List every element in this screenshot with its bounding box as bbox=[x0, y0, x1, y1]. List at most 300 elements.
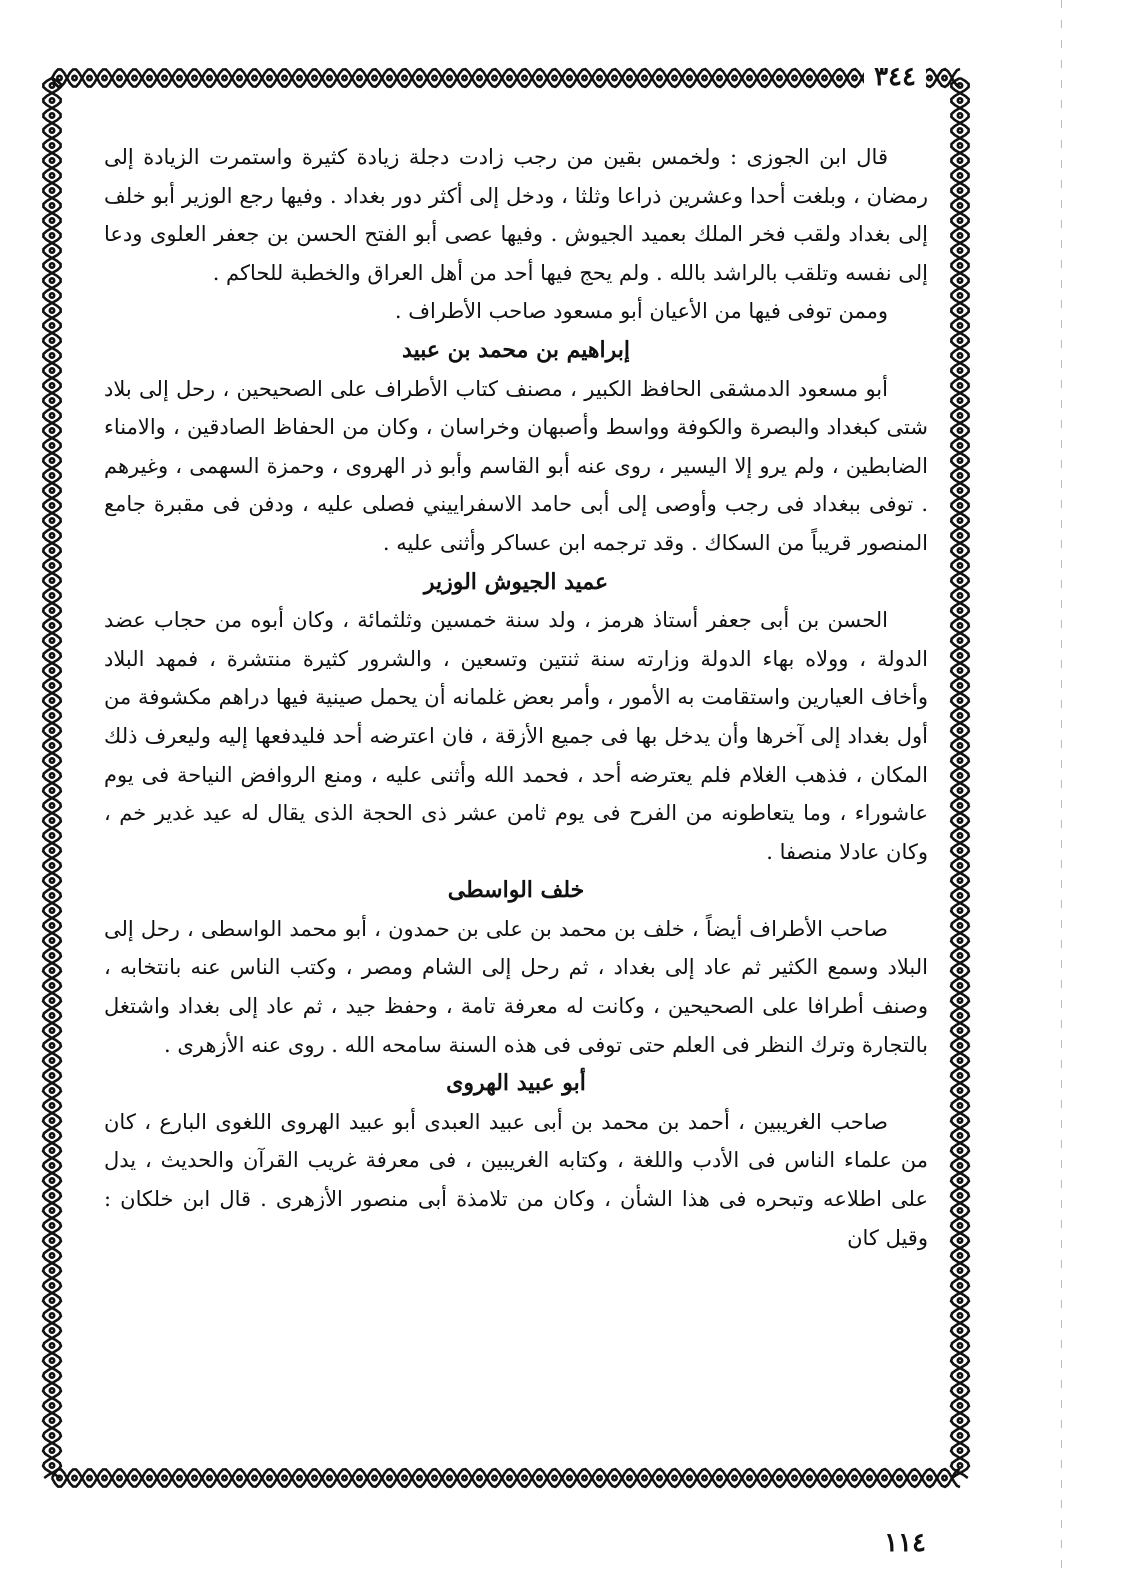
border-left-knot bbox=[50, 653, 54, 657]
border-left-knot bbox=[50, 683, 54, 687]
border-left-knot bbox=[50, 473, 54, 477]
border-right-knot bbox=[958, 1328, 962, 1332]
border-left-knot bbox=[50, 1118, 54, 1122]
border-right-knot bbox=[958, 1178, 962, 1182]
border-left-knot bbox=[50, 983, 54, 987]
border-bottom-knot bbox=[147, 1476, 151, 1480]
border-right-knot bbox=[958, 158, 962, 162]
border-right-knot bbox=[958, 1163, 962, 1167]
border-left-knot bbox=[50, 1148, 54, 1152]
section-heading: عميد الجيوش الوزير bbox=[423, 568, 609, 595]
border-bottom-knot bbox=[732, 1476, 736, 1480]
border-top-knot bbox=[687, 76, 691, 80]
border-left-knot bbox=[50, 1433, 54, 1437]
border-left-knot bbox=[50, 848, 54, 852]
border-left-knot bbox=[50, 818, 54, 822]
border-left-knot bbox=[50, 638, 54, 642]
border-right-knot bbox=[958, 593, 962, 597]
border-top-knot bbox=[297, 76, 301, 80]
border-top-knot bbox=[672, 76, 676, 80]
border-top-knot bbox=[402, 76, 406, 80]
border-bottom-knot bbox=[192, 1476, 196, 1480]
border-left-knot bbox=[50, 1328, 54, 1332]
border-bottom-knot bbox=[612, 1476, 616, 1480]
border-right-knot bbox=[958, 1358, 962, 1362]
border-left-knot bbox=[50, 968, 54, 972]
border-bottom-knot bbox=[417, 1476, 421, 1480]
border-top-knot bbox=[252, 76, 256, 80]
border-left-knot bbox=[50, 128, 54, 132]
border-top-knot bbox=[777, 76, 781, 80]
border-bottom-knot bbox=[672, 1476, 676, 1480]
border-right-knot bbox=[958, 1223, 962, 1227]
border-left-knot bbox=[50, 83, 54, 87]
border-right-knot bbox=[958, 878, 962, 882]
border-right-knot bbox=[958, 1238, 962, 1242]
border-top-knot bbox=[702, 76, 706, 80]
border-left-knot bbox=[50, 1193, 54, 1197]
border-left-knot bbox=[50, 338, 54, 342]
border-bottom-knot bbox=[552, 1476, 556, 1480]
border-top-knot bbox=[612, 76, 616, 80]
border-left-knot bbox=[50, 608, 54, 612]
page-number-top: ٣٤٤ bbox=[864, 60, 926, 94]
border-bottom-knot bbox=[222, 1476, 226, 1480]
border-left-knot bbox=[50, 413, 54, 417]
border-right-knot bbox=[958, 1118, 962, 1122]
border-top-knot bbox=[477, 76, 481, 80]
border-right-knot bbox=[958, 458, 962, 462]
border-right-knot bbox=[958, 773, 962, 777]
border-left-knot bbox=[50, 1418, 54, 1422]
border-left-knot bbox=[50, 1103, 54, 1107]
border-right-knot bbox=[958, 923, 962, 927]
border-left-knot bbox=[50, 323, 54, 327]
border-top-knot bbox=[102, 76, 106, 80]
border-left-knot bbox=[50, 1043, 54, 1047]
border-top-knot bbox=[597, 76, 601, 80]
border-bottom-knot bbox=[327, 1476, 331, 1480]
border-bottom-knot bbox=[537, 1476, 541, 1480]
border-left-knot bbox=[50, 908, 54, 912]
border-top-knot bbox=[177, 76, 181, 80]
border-right-knot bbox=[958, 803, 962, 807]
border-bottom-knot bbox=[462, 1476, 466, 1480]
border-top-knot bbox=[762, 76, 766, 80]
border-bottom-knot bbox=[267, 1476, 271, 1480]
border-left-knot bbox=[50, 1298, 54, 1302]
border-top-knot bbox=[282, 76, 286, 80]
border-top-knot bbox=[87, 76, 91, 80]
border-right-knot bbox=[958, 113, 962, 117]
border-right-knot bbox=[958, 503, 962, 507]
border-left-knot bbox=[50, 533, 54, 537]
border-bottom-knot bbox=[807, 1476, 811, 1480]
border-top-knot bbox=[132, 76, 136, 80]
border-right-knot bbox=[958, 233, 962, 237]
border-left-knot bbox=[50, 263, 54, 267]
border-right-knot bbox=[958, 578, 962, 582]
scan-margin-line bbox=[1061, 0, 1062, 1572]
border-bottom-knot bbox=[747, 1476, 751, 1480]
border-bottom-knot bbox=[942, 1476, 946, 1480]
border-right-knot bbox=[958, 1373, 962, 1377]
border-bottom-knot bbox=[282, 1476, 286, 1480]
border-left-knot bbox=[50, 1373, 54, 1377]
border-bottom-knot bbox=[627, 1476, 631, 1480]
border-bottom-knot bbox=[132, 1476, 136, 1480]
paragraph: قال ابن الجوزى : ولخمس بقين من رجب زادت دجلة زيادة كثيرة واستمرت الزيادة إلى رمضان ، وبلغت أحدا وعشرين ذراعا وثلثا ، ودخل إلى أكثر دور بغداد . وفيها رجع الوزير أبو خلف إلى بغداد ولقب فخر الملك بعميد الجيوش . وفيها عصى أبو الفتح الحسن بن جعفر العلوى ودعا إلى نفسه وتلقب بالراشد بالله . ولم يحج فيها أحد من أهل العراق والخطبة للحاكم . bbox=[104, 145, 928, 285]
border-left-knot bbox=[50, 1178, 54, 1182]
border-top-knot bbox=[792, 76, 796, 80]
border-top-knot bbox=[852, 76, 856, 80]
border-left-knot bbox=[50, 593, 54, 597]
border-right-knot bbox=[958, 1433, 962, 1437]
border-right-knot bbox=[958, 1043, 962, 1047]
border-right-knot bbox=[958, 488, 962, 492]
border-left-knot bbox=[50, 713, 54, 717]
border-left-knot bbox=[50, 248, 54, 252]
border-left-knot bbox=[50, 563, 54, 567]
border-bottom-knot bbox=[702, 1476, 706, 1480]
border-right-knot bbox=[958, 983, 962, 987]
border-right-knot bbox=[958, 263, 962, 267]
border-top-knot bbox=[657, 76, 661, 80]
border-top-knot bbox=[822, 76, 826, 80]
border-right-knot bbox=[958, 353, 962, 357]
border-right-knot bbox=[958, 1313, 962, 1317]
border-left-knot bbox=[50, 1238, 54, 1242]
border-left-knot bbox=[50, 878, 54, 882]
border-right-knot bbox=[958, 908, 962, 912]
border-right-knot bbox=[958, 1148, 962, 1152]
border-bottom-knot bbox=[597, 1476, 601, 1480]
border-bottom-knot bbox=[762, 1476, 766, 1480]
border-right-knot bbox=[958, 743, 962, 747]
border-left-knot bbox=[50, 758, 54, 762]
border-left-knot bbox=[50, 218, 54, 222]
border-top-knot bbox=[717, 76, 721, 80]
page-text-body bbox=[104, 138, 928, 1458]
border-left-knot bbox=[50, 863, 54, 867]
section-heading: أبو عبيد الهروى bbox=[446, 1070, 586, 1097]
border-bottom-knot bbox=[162, 1476, 166, 1480]
border-left-knot bbox=[50, 1388, 54, 1392]
border-right-knot bbox=[958, 788, 962, 792]
border-bottom-knot bbox=[297, 1476, 301, 1480]
border-top-knot bbox=[432, 76, 436, 80]
border-left-knot bbox=[50, 1208, 54, 1212]
border-left-knot bbox=[50, 1163, 54, 1167]
border-right-knot bbox=[958, 383, 962, 387]
border-left-knot bbox=[50, 368, 54, 372]
border-bottom-knot bbox=[777, 1476, 781, 1480]
border-right-knot bbox=[958, 173, 962, 177]
border-top-knot bbox=[207, 76, 211, 80]
border-right-knot bbox=[958, 1208, 962, 1212]
border-top-knot bbox=[417, 76, 421, 80]
border-left-knot bbox=[50, 428, 54, 432]
border-top-knot bbox=[117, 76, 121, 80]
border-left-knot bbox=[50, 443, 54, 447]
border-left-knot bbox=[50, 1028, 54, 1032]
section-heading: إبراهيم بن محمد بن عبيد bbox=[402, 336, 630, 363]
border-left-knot bbox=[50, 773, 54, 777]
paragraph: صاحب الغريبين ، أحمد بن محمد بن أبى عبيد العبدى أبو عبيد الهروى اللغوى البارع ، كان من علماء الناس فى الأدب واللغة ، وكتابه الغريبين ، فى معرفة غريب القرآن والحديث ، يدل على اطلاعه وتبحره فى هذا الشأن ، وكان من تلامذة أبى منصور الأزهرى . قال ابن خلكان : وقيل كان bbox=[104, 1109, 928, 1250]
border-bottom-knot bbox=[207, 1476, 211, 1480]
border-bottom-knot bbox=[642, 1476, 646, 1480]
border-right-knot bbox=[958, 563, 962, 567]
border-bottom-knot bbox=[897, 1476, 901, 1480]
border-right-knot bbox=[958, 1103, 962, 1107]
border-bottom-knot bbox=[852, 1476, 856, 1480]
border-bottom-knot bbox=[927, 1476, 931, 1480]
border-bottom-knot bbox=[387, 1476, 391, 1480]
border-right-knot bbox=[958, 653, 962, 657]
border-top-knot bbox=[342, 76, 346, 80]
border-left-knot bbox=[50, 188, 54, 192]
border-right-knot bbox=[958, 953, 962, 957]
paragraph: أبو مسعود الدمشقى الحافظ الكبير ، مصنف كتاب الأطراف على الصحيحين ، رحل إلى بلاد شتى كبغداد والبصرة والكوفة وواسط وأصبهان وخراسان ، وكان من الحفاظ الصادقين ، والامناء الضابطين ، ولم يرو إلا اليسير ، روى عنه أبو القاسم وأبو ذر الهروى ، وحمزة السهمى ، وغيرهم . توفى ببغداد فى رجب وأوصى إلى أبى حامد الاسفراييني فصلى عليه ، ودفن فى مقبرة جامع المنصور قريباً من السكاك . وقد ترجمه ابن عساكر وأثنى عليه . bbox=[104, 376, 928, 555]
border-bottom-knot bbox=[567, 1476, 571, 1480]
border-bottom-knot bbox=[447, 1476, 451, 1480]
border-right-knot bbox=[958, 1403, 962, 1407]
border-left-knot bbox=[50, 668, 54, 672]
border-left-knot bbox=[50, 383, 54, 387]
border-left-knot bbox=[50, 308, 54, 312]
border-top-knot bbox=[72, 76, 76, 80]
border-right-knot bbox=[958, 413, 962, 417]
paragraph: الحسن بن أبى جعفر أستاذ هرمز ، ولد سنة خمسين وثلثمائة ، وكان أبوه من حجاب عضد الدولة ، وولاه بهاء الدولة وزارته سنة ثنتين وتسعين ، والشرور كثيرة منتشرة ، فمهد البلاد وأخاف العيارين واستقامت به الأمور ، وأمر بعض غلمانه أن يحمل صينية فيها دراهم مكشوفة من أول بغداد إلى آخرها وأن يدخل بها فى جميع الأزقة ، فان اعترضه أحد فليدفعها إليه وليعرف ذلك المكان ، فذهب الغلام فلم يعترضه أحد ، فحمد الله وأثنى عليه ، ومنع الروافض النياحة فى يوم عاشوراء ، وما يتعاطونه من الفرح فى يوم ثامن عشر ذى الحجة الذى يقال له عيد غدير خم ، وكان عادلا منصفا . bbox=[104, 608, 928, 864]
border-left-knot bbox=[50, 503, 54, 507]
border-bottom-knot bbox=[357, 1476, 361, 1480]
border-bottom-knot bbox=[102, 1476, 106, 1480]
border-top-knot bbox=[327, 76, 331, 80]
border-right-knot bbox=[958, 518, 962, 522]
border-bottom-knot bbox=[72, 1476, 76, 1480]
border-right-knot bbox=[958, 1298, 962, 1302]
border-bottom-knot bbox=[507, 1476, 511, 1480]
border-top-knot bbox=[387, 76, 391, 80]
border-left-knot bbox=[50, 833, 54, 837]
border-right-knot bbox=[958, 668, 962, 672]
border-top-knot bbox=[222, 76, 226, 80]
border-top-knot bbox=[447, 76, 451, 80]
border-right-knot bbox=[958, 98, 962, 102]
border-bottom-knot bbox=[822, 1476, 826, 1480]
border-bottom-knot bbox=[477, 1476, 481, 1480]
border-right-knot bbox=[958, 398, 962, 402]
border-right-knot bbox=[958, 893, 962, 897]
border-right-knot bbox=[958, 1268, 962, 1272]
border-top-knot bbox=[642, 76, 646, 80]
border-left-knot bbox=[50, 1253, 54, 1257]
border-top-knot bbox=[927, 76, 931, 80]
border-bottom-knot bbox=[252, 1476, 256, 1480]
border-right-knot bbox=[958, 758, 962, 762]
paragraph: وممن توفى فيها من الأعيان أبو مسعود صاحب الأطراف . bbox=[394, 299, 888, 324]
border-bottom-knot bbox=[792, 1476, 796, 1480]
border-left-knot bbox=[50, 173, 54, 177]
border-right-knot bbox=[958, 1283, 962, 1287]
border-left-knot bbox=[50, 518, 54, 522]
border-right-knot bbox=[958, 1253, 962, 1257]
border-left-knot bbox=[50, 458, 54, 462]
border-top-knot bbox=[267, 76, 271, 80]
border-right-knot bbox=[958, 1343, 962, 1347]
border-top-knot bbox=[522, 76, 526, 80]
border-right-knot bbox=[958, 1133, 962, 1137]
border-right-knot bbox=[958, 998, 962, 1002]
border-top-knot bbox=[567, 76, 571, 80]
border-top-knot bbox=[732, 76, 736, 80]
border-left-knot bbox=[50, 1463, 54, 1467]
border-left-knot bbox=[50, 623, 54, 627]
border-bottom-knot bbox=[687, 1476, 691, 1480]
border-right-knot bbox=[958, 218, 962, 222]
border-right-knot bbox=[958, 818, 962, 822]
border-top-knot bbox=[192, 76, 196, 80]
border-bottom-knot bbox=[372, 1476, 376, 1480]
border-right-knot bbox=[958, 188, 962, 192]
border-right-knot bbox=[958, 368, 962, 372]
border-left-knot bbox=[50, 1073, 54, 1077]
border-left-knot bbox=[50, 953, 54, 957]
border-right-knot bbox=[958, 248, 962, 252]
border-right-knot bbox=[958, 683, 962, 687]
border-bottom-knot bbox=[657, 1476, 661, 1480]
border-left-knot bbox=[50, 1283, 54, 1287]
border-top-knot bbox=[747, 76, 751, 80]
border-bottom-knot bbox=[432, 1476, 436, 1480]
border-bottom-knot bbox=[117, 1476, 121, 1480]
border-left-knot bbox=[50, 938, 54, 942]
border-bottom-knot bbox=[912, 1476, 916, 1480]
border-bottom-knot bbox=[177, 1476, 181, 1480]
border-left-knot bbox=[50, 1313, 54, 1317]
border-top-knot bbox=[942, 76, 946, 80]
border-left-knot bbox=[50, 1013, 54, 1017]
border-bottom-knot bbox=[717, 1476, 721, 1480]
border-right-knot bbox=[958, 938, 962, 942]
border-right-knot bbox=[958, 1073, 962, 1077]
border-right-knot bbox=[958, 443, 962, 447]
border-bottom-knot bbox=[87, 1476, 91, 1480]
border-left-knot bbox=[50, 803, 54, 807]
border-left-knot bbox=[50, 353, 54, 357]
border-left-knot bbox=[50, 293, 54, 297]
border-top-knot bbox=[57, 76, 61, 80]
border-left-knot bbox=[50, 1058, 54, 1062]
border-top-knot bbox=[462, 76, 466, 80]
border-right-knot bbox=[958, 338, 962, 342]
border-right-knot bbox=[958, 428, 962, 432]
border-left-knot bbox=[50, 158, 54, 162]
border-right-knot bbox=[958, 713, 962, 717]
border-right-knot bbox=[958, 128, 962, 132]
border-right-knot bbox=[958, 533, 962, 537]
border-left-knot bbox=[50, 923, 54, 927]
border-right-knot bbox=[958, 608, 962, 612]
border-right-knot bbox=[958, 638, 962, 642]
paragraph: صاحب الأطراف أيضاً ، خلف بن محمد بن على بن حمدون ، أبو محمد الواسطى ، رحل إلى البلاد وسمع الكثير ثم عاد إلى بغداد ، ثم رحل إلى الشام ومصر ، وكتب الناس عنه بانتخابه ، وصنف أطرافا على الصحيحين ، وكانت له معرفة تامة ، وحفظ جيد ، ثم عاد إلى بغداد واشتغل بالتجارة وترك النظر فى العلم حتى توفى فى هذه السنة سامحه الله . روى عنه الأزهرى . bbox=[104, 916, 928, 1057]
border-left-knot bbox=[50, 203, 54, 207]
border-right-knot bbox=[958, 143, 962, 147]
border-left-knot bbox=[50, 578, 54, 582]
border-bottom-knot bbox=[582, 1476, 586, 1480]
section-heading: خلف الواسطى bbox=[447, 877, 585, 904]
border-left-knot bbox=[50, 113, 54, 117]
border-top-knot bbox=[552, 76, 556, 80]
border-right-knot bbox=[958, 848, 962, 852]
border-bottom-knot bbox=[237, 1476, 241, 1480]
border-top-knot bbox=[582, 76, 586, 80]
border-top-knot bbox=[507, 76, 511, 80]
border-top-knot bbox=[807, 76, 811, 80]
border-left-knot bbox=[50, 398, 54, 402]
border-right-knot bbox=[958, 203, 962, 207]
border-bottom-knot bbox=[522, 1476, 526, 1480]
border-right-knot bbox=[958, 278, 962, 282]
border-bottom-knot bbox=[402, 1476, 406, 1480]
border-right-knot bbox=[958, 548, 962, 552]
border-bottom-knot bbox=[342, 1476, 346, 1480]
border-left-knot bbox=[50, 98, 54, 102]
border-right-knot bbox=[958, 323, 962, 327]
border-left-knot bbox=[50, 1268, 54, 1272]
border-top-knot bbox=[312, 76, 316, 80]
border-right-knot bbox=[958, 863, 962, 867]
border-top-knot bbox=[837, 76, 841, 80]
border-bottom-knot bbox=[867, 1476, 871, 1480]
border-right-knot bbox=[958, 473, 962, 477]
border-top-knot bbox=[147, 76, 151, 80]
border-left-knot bbox=[50, 698, 54, 702]
border-top-knot bbox=[492, 76, 496, 80]
border-left-knot bbox=[50, 233, 54, 237]
border-left-knot bbox=[50, 998, 54, 1002]
border-top-knot bbox=[162, 76, 166, 80]
border-right-knot bbox=[958, 698, 962, 702]
border-left-knot bbox=[50, 1223, 54, 1227]
border-right-knot bbox=[958, 1028, 962, 1032]
border-right-knot bbox=[958, 1058, 962, 1062]
border-bottom-knot bbox=[492, 1476, 496, 1480]
border-bottom-knot bbox=[882, 1476, 886, 1480]
border-right-knot bbox=[958, 833, 962, 837]
border-right-knot bbox=[958, 293, 962, 297]
page-number-bottom: ١١٤ bbox=[884, 1528, 926, 1558]
border-left-knot bbox=[50, 743, 54, 747]
border-left-knot bbox=[50, 1343, 54, 1347]
border-left-knot bbox=[50, 1358, 54, 1362]
border-left-knot bbox=[50, 1133, 54, 1137]
border-top-knot bbox=[372, 76, 376, 80]
border-right-knot bbox=[958, 1418, 962, 1422]
border-top-knot bbox=[627, 76, 631, 80]
border-right-knot bbox=[958, 1193, 962, 1197]
border-right-knot bbox=[958, 623, 962, 627]
border-top-knot bbox=[237, 76, 241, 80]
border-right-knot bbox=[958, 308, 962, 312]
border-left-knot bbox=[50, 1448, 54, 1452]
border-top-knot bbox=[537, 76, 541, 80]
border-left-knot bbox=[50, 1403, 54, 1407]
border-right-knot bbox=[958, 728, 962, 732]
border-left-knot bbox=[50, 143, 54, 147]
border-right-knot bbox=[958, 1463, 962, 1467]
border-right-knot bbox=[958, 1013, 962, 1017]
